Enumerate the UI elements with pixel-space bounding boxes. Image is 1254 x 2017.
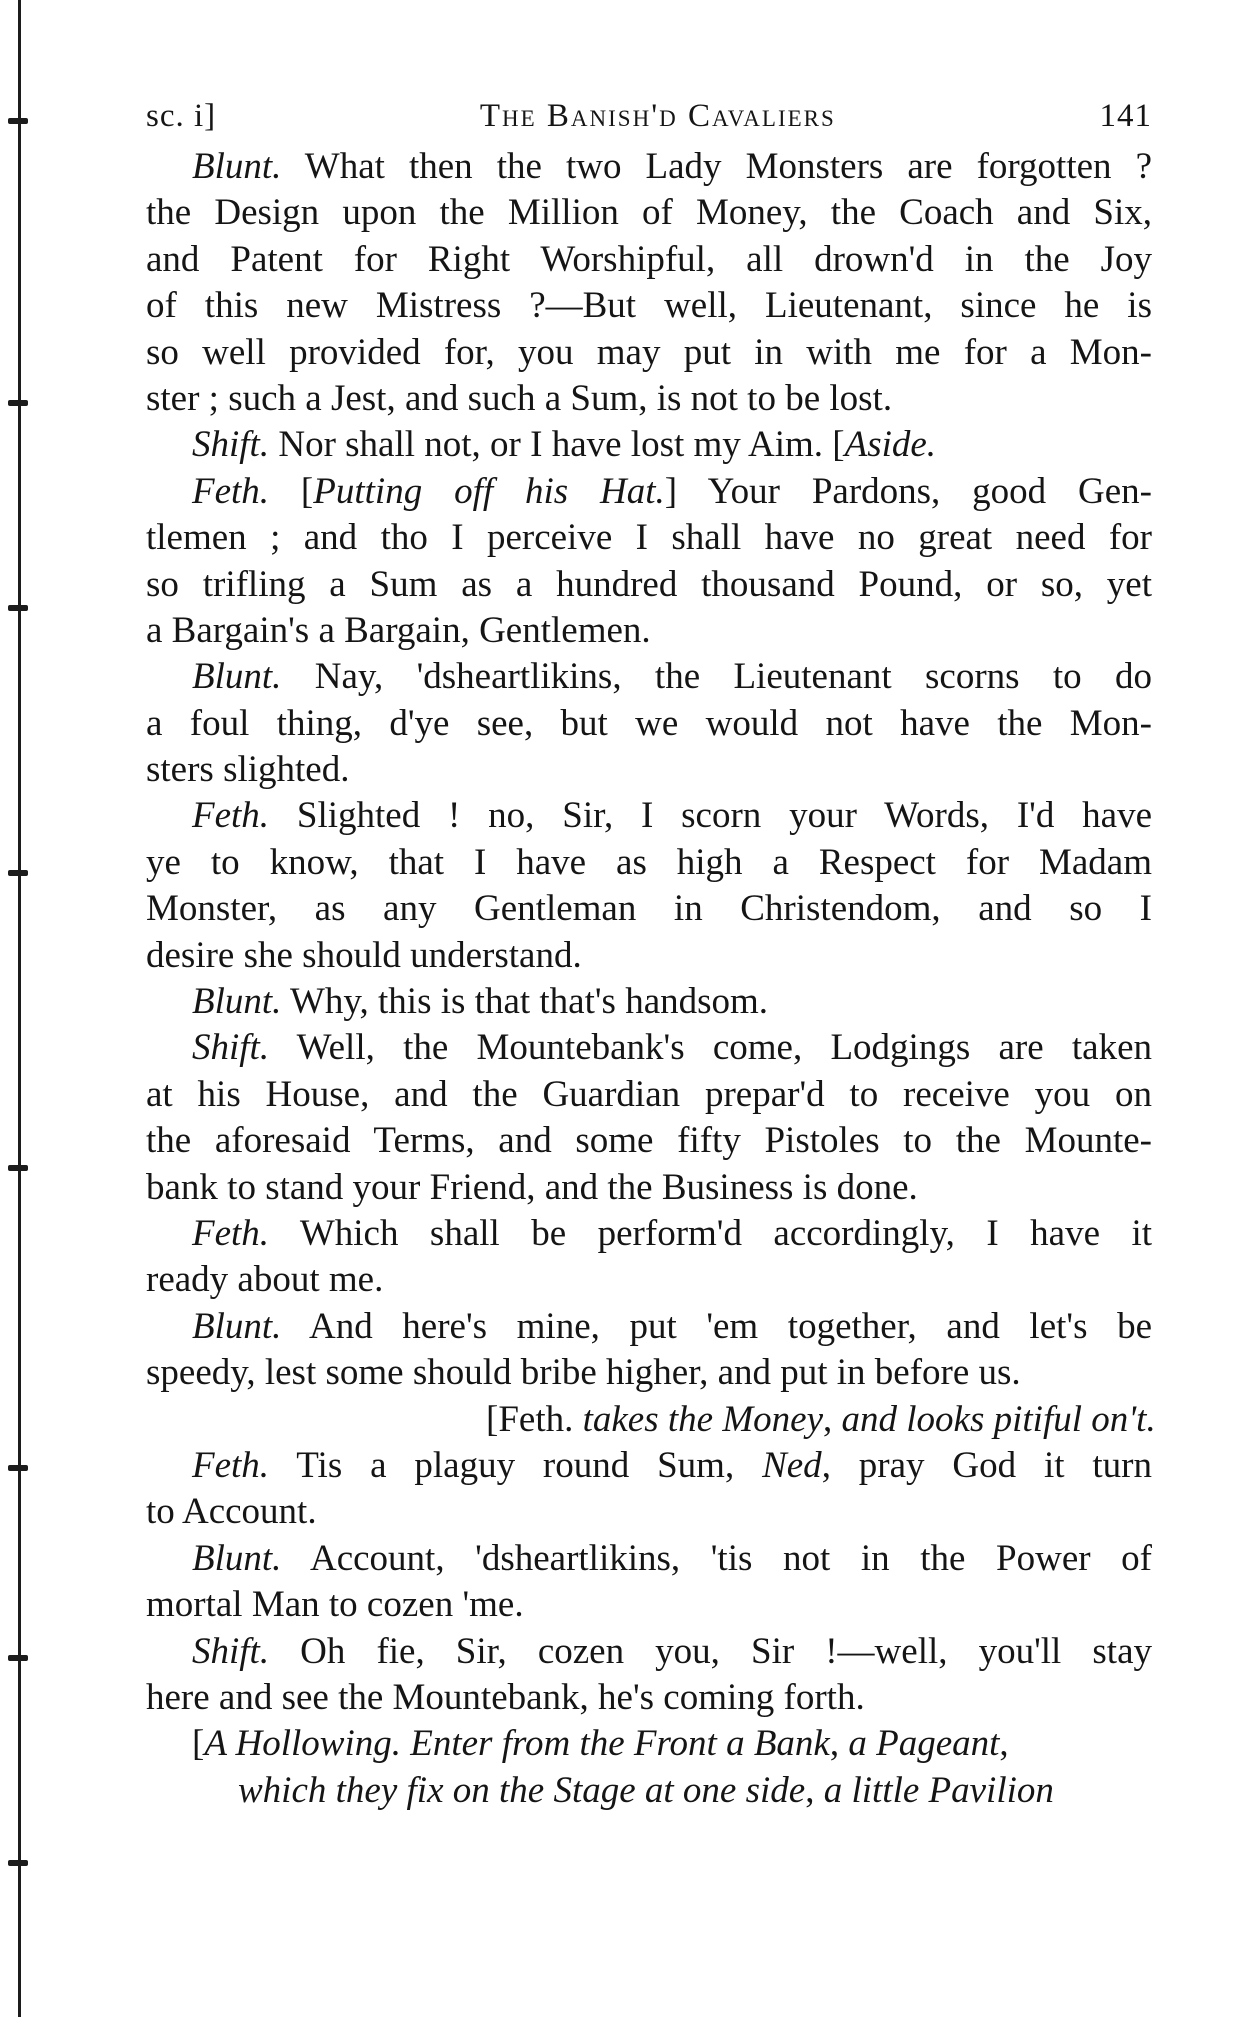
text-run: Feth.: [192, 1212, 270, 1254]
text-line: [146, 1768, 1152, 1814]
text-run: Feth.: [192, 795, 270, 837]
text-line: [146, 747, 1152, 793]
text-run: Blunt.: [192, 1537, 282, 1579]
text-line: [146, 422, 1152, 468]
text-run: speedy, lest some should bribe higher, and put in before us.: [146, 1352, 1021, 1394]
text-run: ready about me.: [146, 1259, 384, 1301]
text-run: of this new Mistress ?—But well, Lieutenant, since he is: [146, 285, 1152, 327]
text-run: Shift.: [192, 1630, 270, 1672]
text-run: sters slighted.: [146, 749, 350, 791]
binding-mark: [8, 400, 28, 406]
text-run: a foul thing, d'ye see, but we would not have the Mon-: [146, 702, 1152, 744]
scene-marker: sc. i]: [146, 98, 217, 134]
text-line: [146, 1721, 1152, 1767]
text-run: and Patent for Right Worshipful, all drown'd in the Joy: [146, 238, 1152, 280]
text-run: [Feth.: [486, 1398, 583, 1440]
text-line: [146, 933, 1152, 979]
binding-rule: [18, 0, 21, 2017]
running-header: [146, 96, 1152, 136]
text-run: ,: [823, 1398, 842, 1440]
text-line: [146, 1072, 1152, 1118]
text-line: [146, 330, 1152, 376]
text-line: [146, 1582, 1152, 1628]
text-run: Ned: [762, 1444, 822, 1486]
text-run: ,: [805, 1769, 824, 1811]
text-run: [: [192, 1723, 205, 1765]
binding-mark: [8, 1465, 28, 1471]
text-line: [146, 376, 1152, 422]
binding-mark: [8, 118, 28, 124]
text-run: Nor shall not, or I have lost my Aim. [: [269, 424, 845, 466]
text-run: Well, the Mountebank's come, Lodgings are taken: [269, 1027, 1152, 1069]
running-title: The Banish'd Cavaliers: [479, 98, 836, 134]
text-line: [146, 701, 1152, 747]
text-line: [146, 979, 1152, 1025]
text-line: [146, 1443, 1152, 1489]
text-line: [146, 793, 1152, 839]
text-run: a Bargain's a Bargain, Gentlemen.: [146, 609, 651, 651]
text-run: a Pageant: [848, 1723, 1000, 1765]
binding-mark: [8, 1860, 28, 1866]
text-run: What then the two Lady Monsters are forgotten ?: [281, 146, 1152, 187]
text-run: Aside.: [844, 424, 937, 466]
text-line: [146, 515, 1152, 561]
text-run: here and see the Mountebank, he's coming forth.: [146, 1676, 865, 1718]
text-run: [: [269, 470, 314, 512]
text-run: ,: [829, 1723, 849, 1765]
text-line: [146, 469, 1152, 515]
text-run: Feth.: [192, 470, 270, 512]
text-run: desire she should understand.: [146, 934, 582, 976]
text-line: [146, 237, 1152, 283]
text-run: Shift.: [192, 1027, 270, 1069]
text-line: [146, 654, 1152, 700]
text-run: ster ; such a Jest, and such a Sum, is not to be lost.: [146, 377, 893, 419]
text-line: [146, 1211, 1152, 1257]
text-run: Why, this is that that's handsom.: [281, 981, 769, 1023]
text-run: mortal Man to cozen 'me.: [146, 1584, 524, 1626]
text-run: ] Your Pardons, good Gen-: [664, 470, 1152, 512]
text-run: bank to stand your Friend, and the Business is done.: [146, 1166, 918, 1208]
text-run: Blunt.: [192, 146, 282, 187]
binding-mark: [8, 870, 28, 876]
text-line: [146, 1397, 1156, 1443]
text-line: [146, 1304, 1152, 1350]
text-line: [146, 1536, 1152, 1582]
text-run: Blunt.: [192, 1305, 282, 1347]
text-run: at his House, and the Guardian prepar'd to receive you on: [146, 1073, 1152, 1115]
text-run: , pray God it turn: [821, 1444, 1152, 1486]
binding-mark: [8, 1165, 28, 1171]
text-run: A Hollowing. Enter from the Front a Bank: [204, 1723, 830, 1765]
text-run: Which shall be perform'd accordingly, I have it: [269, 1212, 1152, 1254]
text-line: [146, 1257, 1152, 1303]
text-line: [146, 1118, 1152, 1164]
text-run: Slighted ! no, Sir, I scorn your Words, I'd have: [269, 795, 1152, 837]
binding-mark: [8, 605, 28, 611]
text-run: Monster, as any Gentleman in Christendom, and so I: [146, 888, 1152, 930]
text-run: Tis a plaguy round Sum,: [269, 1444, 763, 1486]
text-line: [146, 1025, 1152, 1071]
text-run: to Account.: [146, 1491, 317, 1533]
page-number: 141: [1099, 98, 1152, 134]
text-run: Account, 'dsheartlikins, 'tis not in the Power of: [281, 1537, 1152, 1579]
text-line: [146, 608, 1152, 654]
text-run: so trifling a Sum as a hundred thousand Pound, or so, yet: [146, 563, 1152, 605]
text-run: and looks pitiful on't.: [841, 1398, 1156, 1440]
text-run: ,: [999, 1723, 1009, 1765]
text-run: Blunt.: [192, 981, 282, 1023]
text-line: [146, 1350, 1152, 1396]
text-line: [146, 1629, 1152, 1675]
text-run: the aforesaid Terms, and some fifty Pistoles to the Mounte-: [146, 1120, 1152, 1162]
text-line: [146, 1489, 1152, 1535]
text-run: Putting off his Hat.: [313, 470, 665, 512]
text-run: tlemen ; and tho I perceive I shall have no great need for: [146, 517, 1152, 559]
text-line: [146, 562, 1152, 608]
text-run: And here's mine, put 'em together, and let's be: [281, 1305, 1152, 1347]
text-run: Oh fie, Sir, cozen you, Sir !—well, you'll stay: [269, 1630, 1152, 1672]
text-line: [146, 283, 1152, 329]
text-run: Shift.: [192, 424, 270, 466]
text-line: [146, 840, 1152, 886]
text-line: [146, 1165, 1152, 1211]
binding-mark: [8, 1655, 28, 1661]
text-line: [146, 886, 1152, 932]
text-run: which they fix on the Stage at one side: [238, 1769, 806, 1811]
text-body: [146, 144, 1156, 1814]
text-run: Nay, 'dsheartlikins, the Lieutenant scorns to do: [281, 656, 1152, 698]
text-run: Feth.: [192, 1444, 270, 1486]
text-line: [146, 190, 1152, 236]
text-line: [146, 144, 1152, 190]
text-run: Blunt.: [192, 656, 282, 698]
text-run: the Design upon the Million of Money, the Coach and Six,: [146, 192, 1152, 234]
text-run: so well provided for, you may put in with me for a Mon-: [146, 331, 1152, 373]
text-run: takes the Money: [582, 1398, 824, 1440]
text-line: [146, 1675, 1152, 1721]
text-run: a little Pavilion: [823, 1769, 1054, 1811]
text-run: ye to know, that I have as high a Respect for Madam: [146, 841, 1152, 883]
binding-edge: [0, 0, 40, 2017]
book-page: [146, 96, 1156, 1814]
